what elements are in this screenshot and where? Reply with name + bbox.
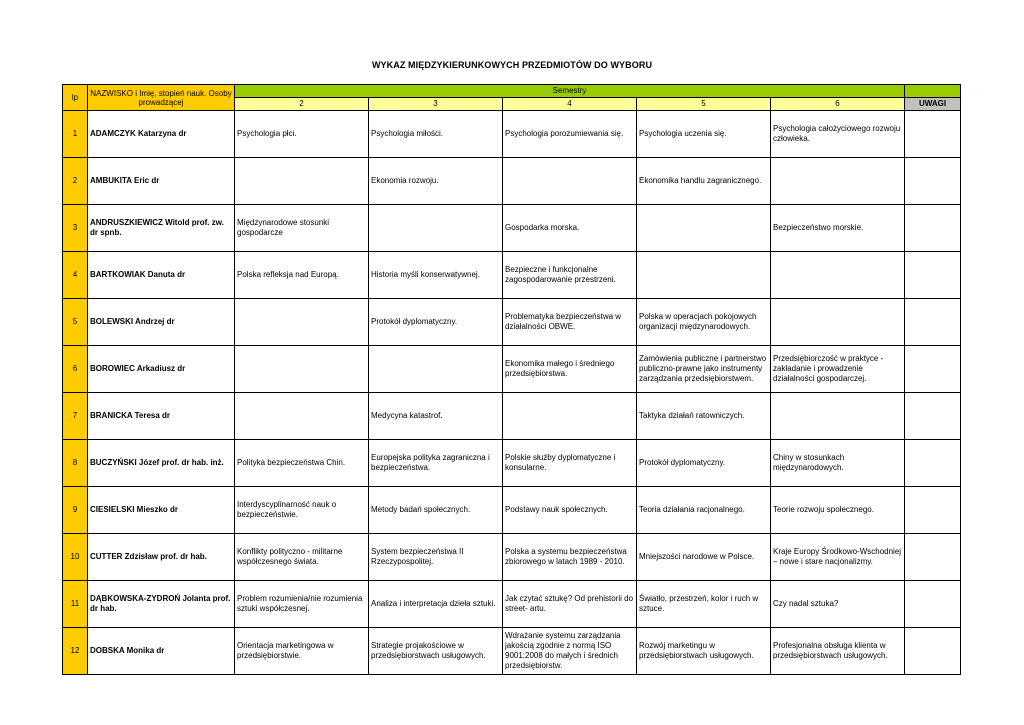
subject-cell: Kraje Europy Środkowo-Wschodniej – nowe i stare nacjonalizmy. bbox=[771, 534, 905, 581]
page-title: WYKAZ MIĘDZYKIERUNKOWYCH PRZEDMIOTÓW DO WYBORU bbox=[371, 60, 653, 70]
table-row bbox=[63, 628, 961, 675]
table-row bbox=[63, 534, 961, 581]
row-number: 11 bbox=[63, 581, 88, 628]
subject-cell: Polska w operacjach pokojowych organizacji międzynarodowych. bbox=[637, 299, 771, 346]
uwagi-cell bbox=[905, 158, 961, 205]
subject-cell: Ekonomika handlu zagranicznego. bbox=[637, 158, 771, 205]
subject-cell: Metody badań społecznych. bbox=[369, 487, 503, 534]
subject-cell: Czy nadal sztuka? bbox=[771, 581, 905, 628]
subject-cell bbox=[369, 205, 503, 252]
teacher-name: AMBUKITA Eric dr bbox=[88, 158, 235, 205]
subject-cell: Zamówienia publiczne i partnerstwo publiczno-prawne jako instrumenty zarządzania przedsiębiorstwem. bbox=[637, 346, 771, 393]
row-number: 7 bbox=[63, 393, 88, 440]
semester-4-header: 4 bbox=[503, 98, 637, 111]
teacher-name: CIESIELSKI Mieszko dr bbox=[88, 487, 235, 534]
row-number: 12 bbox=[63, 628, 88, 675]
subject-cell: Strategie projakościowe w przedsiębiorstwach usługowych. bbox=[369, 628, 503, 675]
subject-cell: Rozwój marketingu w przedsiębiorstwach usługowych. bbox=[637, 628, 771, 675]
subject-cell: Interdyscyplinarność nauk o bezpieczeństwie. bbox=[235, 487, 369, 534]
subject-cell: Gospodarka morska. bbox=[503, 205, 637, 252]
subject-cell: Światło, przestrzeń, kolor i ruch w sztuce. bbox=[637, 581, 771, 628]
name-header: NAZWISKO i Imię, stopień nauk. Osoby prowadzącej bbox=[88, 85, 235, 111]
teacher-name: ANDRUSZKIEWICZ Witold prof. zw. dr spnb. bbox=[88, 205, 235, 252]
table-row bbox=[63, 205, 961, 252]
subject-cell: Podstawy nauk społecznych. bbox=[503, 487, 637, 534]
subject-cell bbox=[771, 158, 905, 205]
uwagi-cell bbox=[905, 299, 961, 346]
subject-cell: Międzynarodowe stosunki gospodarcze bbox=[235, 205, 369, 252]
table-row bbox=[63, 346, 961, 393]
subject-cell: Bezpieczne i funkcjonalne zagospodarowanie przestrzeni. bbox=[503, 252, 637, 299]
subject-cell: Psychologia porozumiewania się. bbox=[503, 111, 637, 158]
semester-3-header: 3 bbox=[369, 98, 503, 111]
subject-cell: Chiny w stosunkach międzynarodowych. bbox=[771, 440, 905, 487]
subject-cell: Mniejszości narodowe w Polsce. bbox=[637, 534, 771, 581]
subject-cell bbox=[771, 393, 905, 440]
subject-cell: Psychologia miłości. bbox=[369, 111, 503, 158]
subject-cell bbox=[771, 299, 905, 346]
uwagi-cell bbox=[905, 581, 961, 628]
uwagi-cell bbox=[905, 487, 961, 534]
lp-header: lp bbox=[63, 85, 88, 111]
subject-cell: Taktyka działań ratowniczych. bbox=[637, 393, 771, 440]
subject-cell: Psychologia całożyciowego rozwoju człowieka. bbox=[771, 111, 905, 158]
subject-cell: Profesjonalna obsługa klienta w przedsiębiorstwach usługowych. bbox=[771, 628, 905, 675]
header-row-1 bbox=[63, 85, 961, 98]
row-number: 8 bbox=[63, 440, 88, 487]
row-number: 3 bbox=[63, 205, 88, 252]
subject-cell bbox=[235, 299, 369, 346]
uwagi-header: UWAGI bbox=[905, 98, 961, 111]
subject-cell bbox=[771, 252, 905, 299]
subjects-table bbox=[62, 84, 961, 675]
subject-cell: Psychologia uczenia się. bbox=[637, 111, 771, 158]
teacher-name: BOROWIEC Arkadiusz dr bbox=[88, 346, 235, 393]
subject-cell bbox=[235, 346, 369, 393]
uwagi-cell bbox=[905, 393, 961, 440]
subject-cell: Protokół dyplomatyczny. bbox=[369, 299, 503, 346]
table-row bbox=[63, 299, 961, 346]
uwagi-cell bbox=[905, 534, 961, 581]
subject-cell: Problem rozumienia/nie rozumienia sztuki współczesnej. bbox=[235, 581, 369, 628]
teacher-name: BOLEWSKI Andrzej dr bbox=[88, 299, 235, 346]
subject-cell bbox=[235, 158, 369, 205]
subject-cell bbox=[503, 393, 637, 440]
table-row bbox=[63, 111, 961, 158]
subject-cell: Polska a systemu bezpieczeństwa zbiorowego w latach 1989 - 2010. bbox=[503, 534, 637, 581]
subject-cell: Orientacja marketingowa w przedsiębiorstwie. bbox=[235, 628, 369, 675]
semester-6-header: 6 bbox=[771, 98, 905, 111]
teacher-name: ADAMCZYK Katarzyna dr bbox=[88, 111, 235, 158]
subject-cell: Konflikty polityczno - militarne współczesnego świata. bbox=[235, 534, 369, 581]
subject-cell bbox=[637, 205, 771, 252]
header-spacer bbox=[905, 85, 961, 98]
subject-cell bbox=[637, 252, 771, 299]
teacher-name: DĄBKOWSKA-ZYDROŃ Jolanta prof. dr hab. bbox=[88, 581, 235, 628]
row-number: 2 bbox=[63, 158, 88, 205]
subject-cell: Przedsiębiorczość w praktyce - zakładanie i prowadzenie działalności gospodarczej. bbox=[771, 346, 905, 393]
teacher-name: BARTKOWIAK Danuta dr bbox=[88, 252, 235, 299]
uwagi-cell bbox=[905, 346, 961, 393]
subject-cell: Medycyna katastrof. bbox=[369, 393, 503, 440]
table-row bbox=[63, 252, 961, 299]
table-row bbox=[63, 487, 961, 534]
semester-5-header: 5 bbox=[637, 98, 771, 111]
subject-cell: Teoria działania racjonalnego. bbox=[637, 487, 771, 534]
subject-cell: Ekonomika małego i średniego przedsiębiorstwa. bbox=[503, 346, 637, 393]
subject-cell bbox=[369, 346, 503, 393]
teacher-name: BUCZYŃSKI Józef prof. dr hab. inż. bbox=[88, 440, 235, 487]
uwagi-cell bbox=[905, 440, 961, 487]
subject-cell bbox=[503, 158, 637, 205]
uwagi-cell bbox=[905, 111, 961, 158]
subject-cell: Bezpieczeństwo morskie. bbox=[771, 205, 905, 252]
subject-cell: Wdrażanie systemu zarządzania jakością zgodnie z normą ISO 9001:2008 do małych i średnich przedsiębiorstw. bbox=[503, 628, 637, 675]
teacher-name: BRANICKA Teresa dr bbox=[88, 393, 235, 440]
subject-cell: Psychologia płci. bbox=[235, 111, 369, 158]
uwagi-cell bbox=[905, 252, 961, 299]
subject-cell: Analiza i interpretacja dzieła sztuki. bbox=[369, 581, 503, 628]
subject-cell: Polskie służby dyplomatyczne i konsularne. bbox=[503, 440, 637, 487]
subject-cell: Polityka bezpieczeństwa Chin. bbox=[235, 440, 369, 487]
subject-cell: Ekonomia rozwoju. bbox=[369, 158, 503, 205]
row-number: 9 bbox=[63, 487, 88, 534]
subject-cell: Jak czytać sztukę? Od prehistorii do street- artu. bbox=[503, 581, 637, 628]
table-row bbox=[63, 393, 961, 440]
subject-cell: Polska refleksja nad Europą. bbox=[235, 252, 369, 299]
subject-cell: Problematyka bezpieczeństwa w działalności OBWE. bbox=[503, 299, 637, 346]
subject-cell bbox=[235, 393, 369, 440]
subject-cell: Protokół dyplomatyczny. bbox=[637, 440, 771, 487]
subject-cell: System bezpieczeństwa II Rzeczypospolitej. bbox=[369, 534, 503, 581]
row-number: 4 bbox=[63, 252, 88, 299]
table-row bbox=[63, 158, 961, 205]
row-number: 5 bbox=[63, 299, 88, 346]
table-row bbox=[63, 440, 961, 487]
teacher-name: DOBSKA Monika dr bbox=[88, 628, 235, 675]
teacher-name: CUTTER Zdzisław prof. dr hab. bbox=[88, 534, 235, 581]
subject-cell: Historia myśli konserwatywnej. bbox=[369, 252, 503, 299]
table-row bbox=[63, 581, 961, 628]
uwagi-cell bbox=[905, 205, 961, 252]
semester-2-header: 2 bbox=[235, 98, 369, 111]
subject-cell: Europejska polityka zagraniczna i bezpieczeństwa. bbox=[369, 440, 503, 487]
row-number: 10 bbox=[63, 534, 88, 581]
semesters-header: Semestry bbox=[235, 85, 905, 98]
row-number: 6 bbox=[63, 346, 88, 393]
subject-cell: Teorie rozwoju społecznego. bbox=[771, 487, 905, 534]
row-number: 1 bbox=[63, 111, 88, 158]
uwagi-cell bbox=[905, 628, 961, 675]
